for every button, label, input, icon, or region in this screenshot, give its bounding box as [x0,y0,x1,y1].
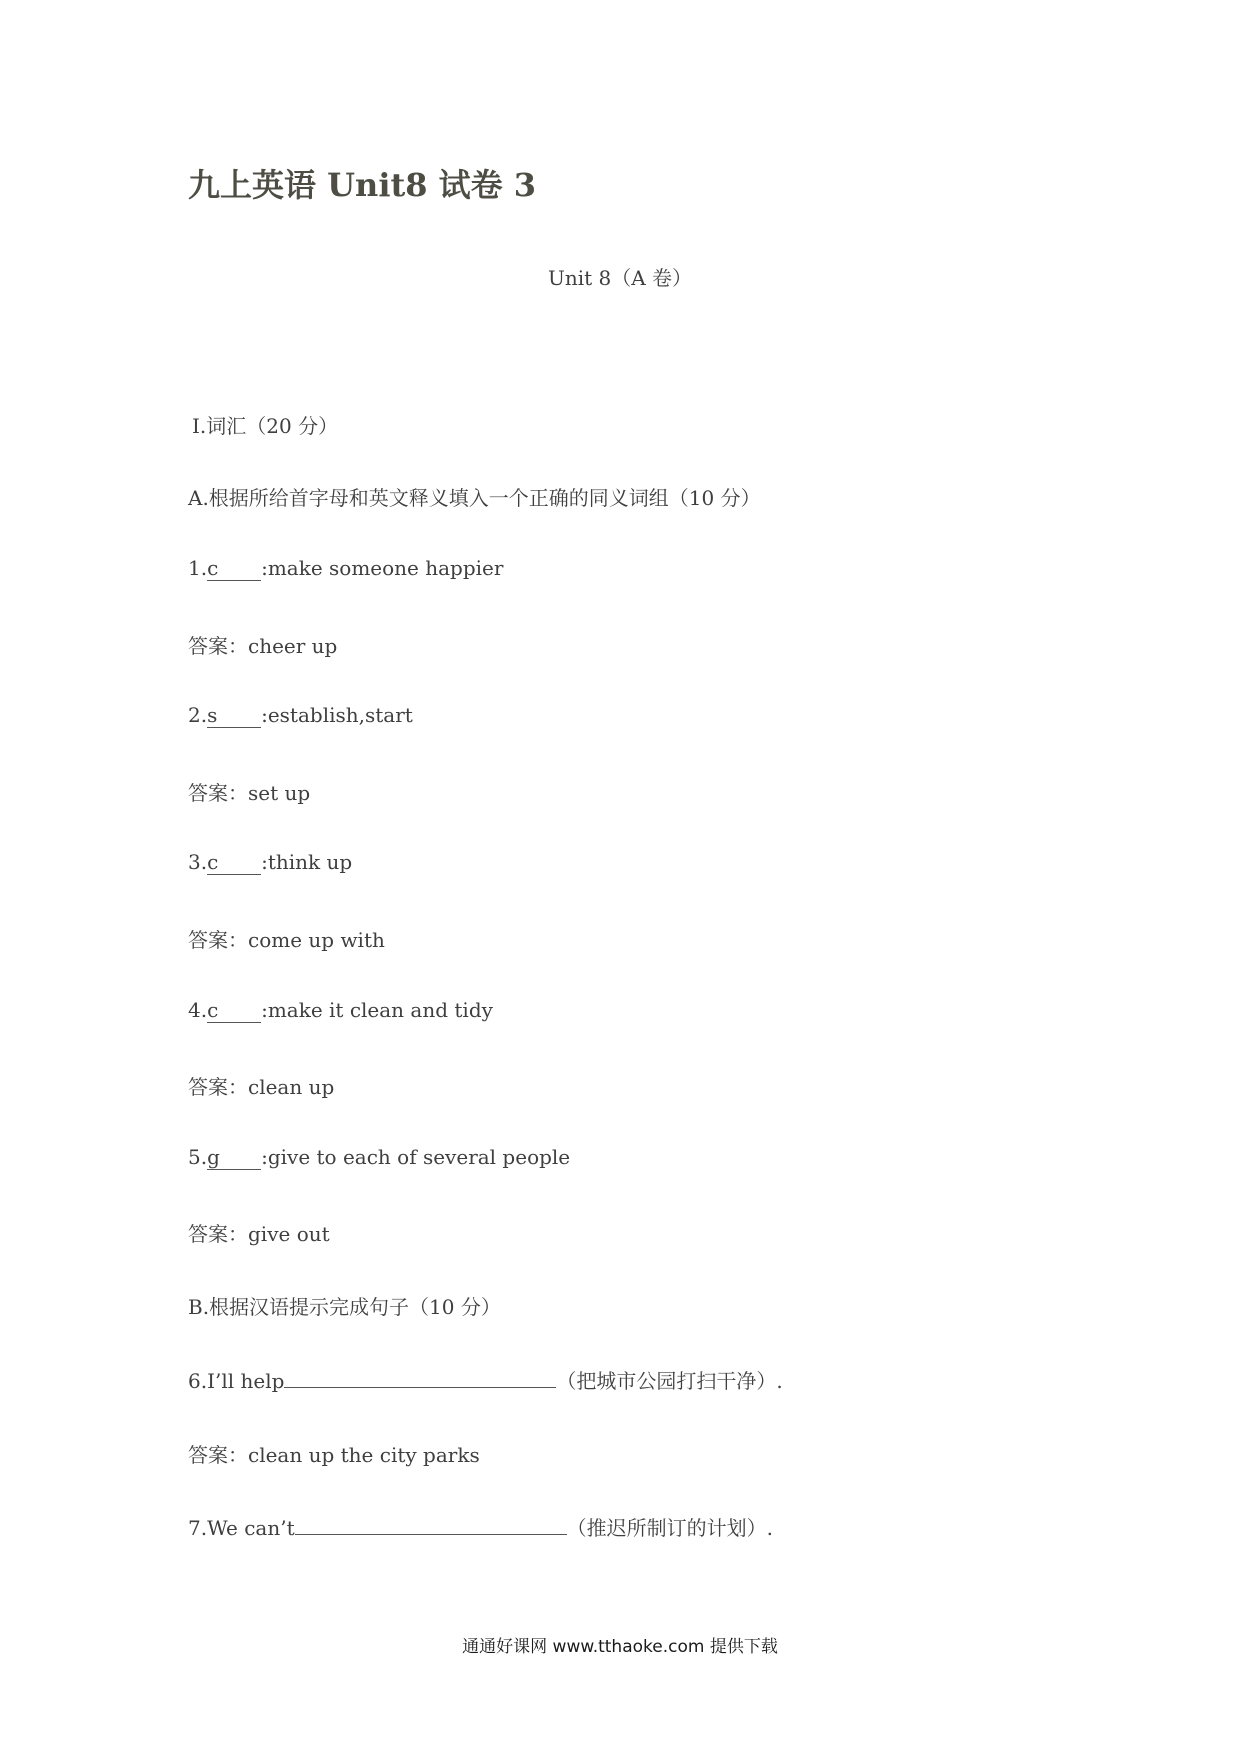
question-6 [188,1365,783,1394]
answer-4: 答案：clean up [188,1075,335,1099]
question-number: 5. [188,1145,208,1169]
page-footer: 通通好课网 www.tthaoke.com 提供下载 [462,1637,778,1657]
question-3 [188,850,352,875]
section-heading-vocabulary: Ⅰ.词汇（20 分） [192,414,339,438]
answer-blank [284,1371,556,1388]
answer-blank [207,1145,261,1170]
question-number: 2. [188,703,208,727]
initial-letter: c [207,850,219,874]
chinese-hint: （推迟所制订的计划）. [566,1516,773,1540]
question-prefix: 7.We can’t [188,1516,295,1540]
answer-2: 答案：set up [188,781,311,805]
page-subtitle: Unit 8（A 卷） [547,266,693,290]
question-number: 3. [188,850,208,874]
question-definition: :make someone happier [261,556,504,580]
question-number: 1. [188,556,208,580]
answer-blank [207,998,261,1023]
question-4 [188,998,493,1023]
page-title: 九上英语 Unit8 试卷 3 [188,166,537,204]
answer-6: 答案：clean up the city parks [188,1443,480,1467]
answer-blank [295,1518,567,1535]
question-7 [188,1512,773,1541]
question-definition: :make it clean and tidy [261,998,493,1022]
answer-blank [207,703,261,728]
question-definition: :give to each of several people [261,1145,571,1169]
initial-letter: c [207,998,219,1022]
answer-3: 答案：come up with [188,928,385,952]
question-number: 4. [188,998,208,1022]
initial-letter: g [207,1145,220,1169]
part-a-instruction: A.根据所给首字母和英文释义填入一个正确的同义词组（10 分） [188,486,761,510]
answer-1: 答案：cheer up [188,634,338,658]
question-prefix: 6.I’ll help [188,1369,285,1393]
question-definition: :think up [261,850,353,874]
initial-letter: s [207,703,218,727]
answer-blank [207,850,261,875]
answer-5: 答案：give out [188,1222,330,1246]
part-b-instruction: B.根据汉语提示完成句子（10 分） [188,1295,501,1319]
chinese-hint: （把城市公园打扫干净）. [556,1369,783,1393]
answer-blank [207,556,261,581]
initial-letter: c [207,556,219,580]
question-5 [188,1145,570,1170]
question-2 [188,703,413,728]
question-definition: :establish,start [261,703,413,727]
question-1 [188,556,503,581]
